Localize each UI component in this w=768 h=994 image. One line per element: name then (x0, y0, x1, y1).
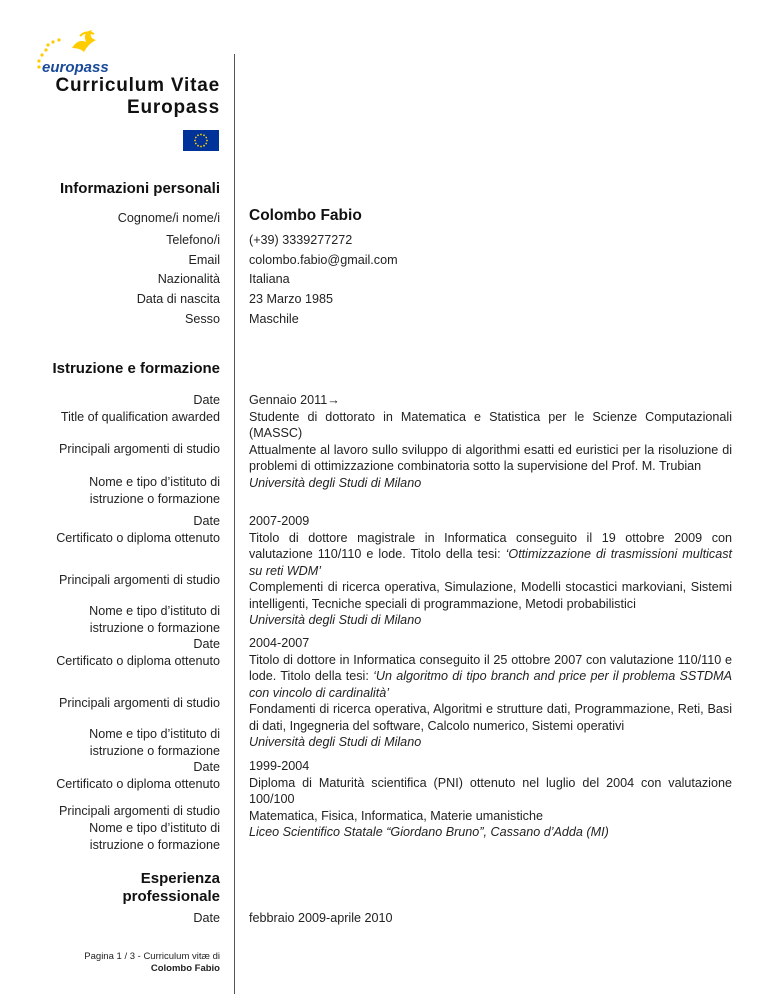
edu-topics: Fondamenti di ricerca operativa, Algoritmi e strutture dati, Programmazione, Reti, Basi di dati, Ingegneria del software, Calcolo numerico, Sistemi operativi (249, 702, 732, 733)
edu-institute: Università degli Studi di Milano (249, 735, 422, 749)
label-topics: Principali argomenti di studio (58, 573, 220, 587)
value-name: Colombo Fabio (249, 207, 362, 224)
label-sex: Sesso (184, 312, 220, 326)
label-institute: Nome e tipo d’istituto di istruzione o formazione Date Certificato o diploma ottenuto (56, 604, 220, 668)
edu-date: Gennaio 2011→ (249, 393, 340, 407)
cv-title: Curriculum Vitae Europass (55, 75, 220, 118)
europass-logo (34, 26, 118, 78)
edu-institute: Liceo Scientifico Statale “Giordano Bruno”, Cassano d’Adda (MI) (249, 825, 609, 839)
edu-institute: Università degli Studi di Milano (249, 475, 422, 490)
eu-flag-icon (183, 130, 219, 151)
svg-text:europass: europass (42, 59, 109, 76)
label-email: Email (188, 253, 220, 267)
label-topics: Principali argomenti di studio (58, 696, 220, 710)
column-divider (234, 54, 235, 994)
section-title-experience: Esperienza professionale (122, 870, 220, 905)
value-birthdate: 23 Marzo 1985 (249, 292, 334, 306)
edu-title: Diploma di Maturità scientifica (PNI) ottenuto nel luglio del 2004 con valutazione 100/100 (249, 775, 732, 806)
edu-topics: Complementi di ricerca operativa, Simulazione, Modelli stocastici markoviani, Sistemi intelligenti, Tecniche speciali di programmazione, Metodi probabilistici (249, 580, 732, 611)
label-name: Cognome/i nome/i (117, 211, 220, 225)
label-nationality: Nazionalità (157, 272, 220, 286)
edu-institute: Università degli Studi di Milano (249, 613, 422, 627)
edu-topics: Matematica, Fisica, Informatica, Materie umanistiche (249, 808, 543, 823)
value-sex: Maschile (249, 312, 299, 326)
edu-entry-1 (249, 392, 732, 491)
label-institute: Nome e tipo d’istituto di istruzione o formazione Date Certificato o diploma ottenuto (56, 727, 220, 791)
edu-date: 1999-2004 (249, 759, 310, 773)
label-date: Date (193, 911, 220, 925)
value-phone: (+39) 3339277272 (249, 233, 353, 247)
edu-topics: Attualmente al lavoro sullo sviluppo di algorithmi esatti ed euristici per la risoluzione di problemi di ottimizzazione combinatoria sotto la supervisione del Prof. M. Trubian (249, 442, 732, 473)
section-title-personal: Informazioni personali (59, 180, 220, 197)
value-nationality: Italiana (249, 272, 290, 286)
edu-title: Studente di dottorato in Matematica e Statistica per le Scienze Computazionali (MASSC) (249, 409, 732, 440)
label-date: Date Certificato o diploma ottenuto (56, 514, 220, 545)
edu-title: Titolo di dottore magistrale in Informatica conseguito il 19 ottobre 2009 con valutazione 110/110 e lode. Titolo della tesi: ‘Ottimizzazione di trasmissioni multicast su reti WDM’ (249, 530, 732, 578)
label-date: Date Title of qualification awarded (60, 393, 220, 424)
label-topics: Principali argomenti di studio (58, 804, 220, 818)
page-footer: Pagina 1 / 3 - Curriculum vitæ di Colombo Fabio (84, 951, 220, 974)
label-phone: Telefono/i (166, 233, 220, 247)
label-institute: Nome e tipo d’istituto di istruzione o formazione (89, 475, 220, 506)
section-title-education: Istruzione e formazione (52, 360, 220, 377)
label-institute: Nome e tipo d’istituto di istruzione o formazione (89, 821, 220, 852)
experience-date: febbraio 2009-aprile 2010 (249, 911, 393, 925)
edu-title: Titolo di dottore in Informatica conseguito il 25 ottobre 2007 con valutazione 110/110 e lode. Titolo della tesi: ‘Un algoritmo di tipo branch and price per il problema SSTDMA con vincolo di cardinalità’ (249, 652, 732, 700)
label-topics: Principali argomenti di studio (58, 442, 220, 456)
label-birthdate: Data di nascita (136, 292, 220, 306)
edu-entry-2 (249, 513, 732, 629)
value-email: colombo.fabio@gmail.com (249, 253, 398, 267)
edu-date: 2007-2009 (249, 514, 310, 528)
edu-entry-4 (249, 758, 732, 841)
edu-entry-3 (249, 635, 732, 751)
edu-date: 2004-2007 (249, 636, 310, 650)
